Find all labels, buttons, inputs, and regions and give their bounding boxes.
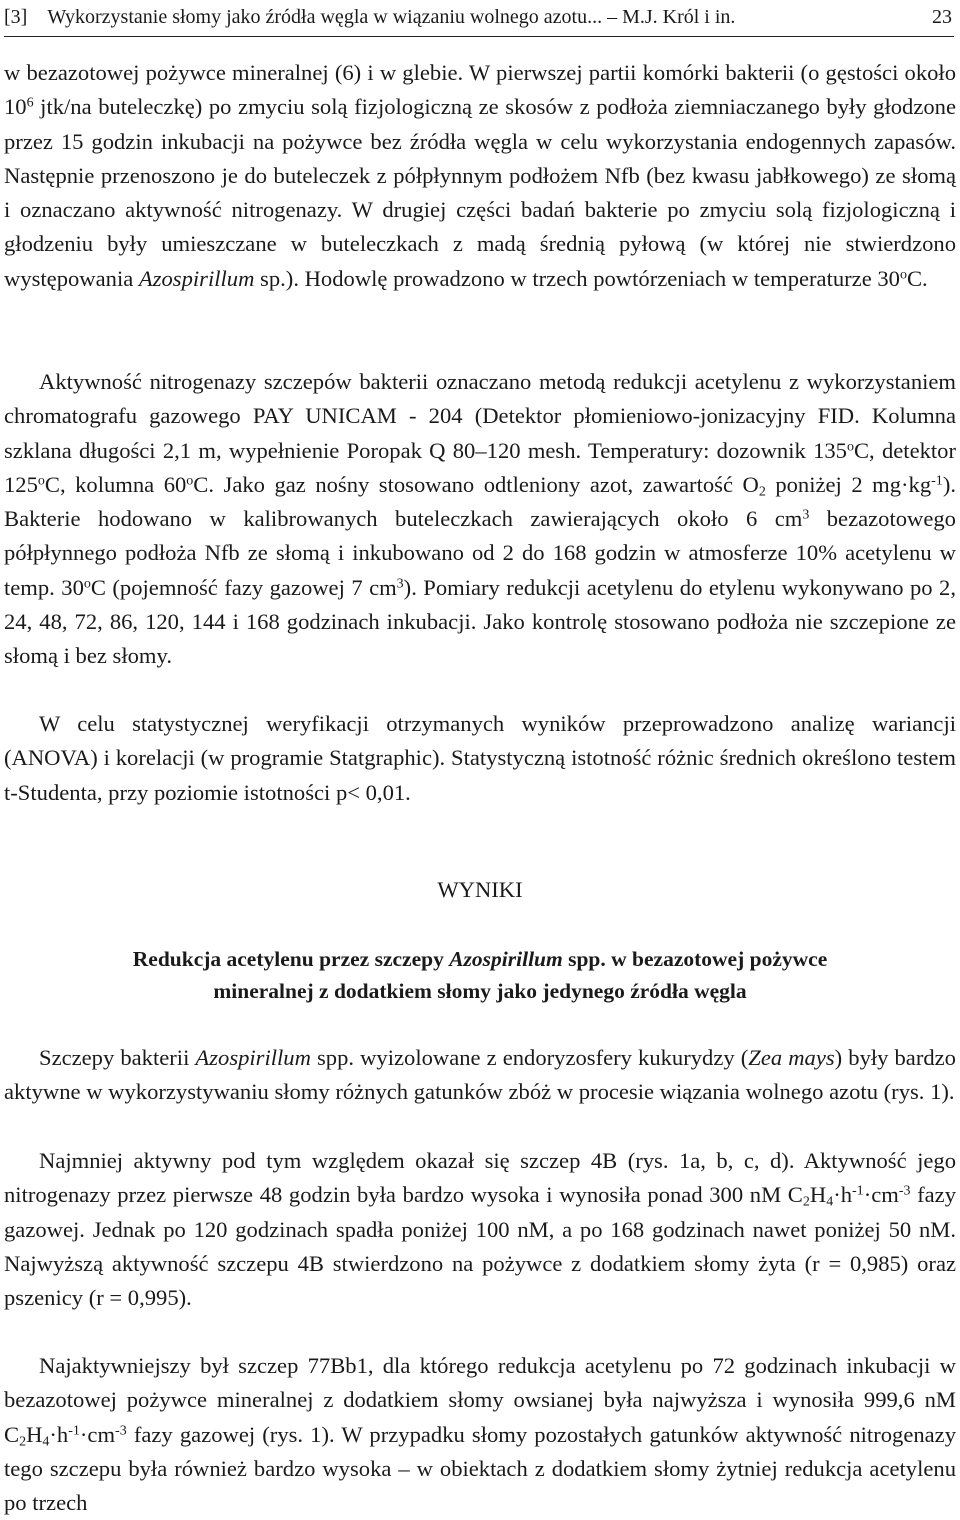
methods-paragraph-1: w bezazotowej pożywce mineralnej (6) i w glebie. W pierwszej partii komórki bakterii (o gęstości około $10^6$ jtk/na buteleczkę) po zmyciu solą fizjologiczną ze skosów z podłoża ziemniaczanego były głodzone przez 15 godzin inkubacji na pożywce bez źródła węgla w celu wykorzystania endogennych zapasów. Następnie przenoszono je do buteleczek z półpłynnym podłożem Nfb (bez kwasu jabłkowego) ze słomą i oznaczano aktywność nitrogenazy. W drugiej części badań bakterie po zmyciu solą fizjologiczną i głodzeniu były umieszczane w buteleczkach z madą średnią pyłową (w której nie stwierdzono występowania Azospirillum sp.). Hodowlę prowadzono w trzech powtórzeniach w temperaturze 30$^o$C. (4, 60, 956, 291)
results-paragraph-3: Najaktywniejszy był szczep 77Bb1, dla którego redukcja acetylenu po 72 godzinach inkubacji w bezazotowej pożywce mineralnej z dodatkiem słomy owsianej była najwyższa i wynosiła 999,6 nM $C_2H_4\cdot h^{-1}\cdot cm^{-3}$ fazy gazowej (rys. 1). W przypadku słomy pozostałych gatunków aktywność nitrogenazy tego szczepu była również bardzo wysoka – w obiektach z dodatkiem słomy żytniej redukcja acetylenu po trzech (4, 1353, 956, 1516)
reference-number: [3] (4, 6, 28, 28)
results-paragraph-2: Najmniej aktywny pod tym względem okazał się szczep 4B (rys. 1a, b, c, d). Aktywność jego nitrogenazy przez pierwsze 48 godzin była bardzo wysoka i wynosiła ponad 300 nM $C_2H_4\cdot h^{-1}\cdot cm^{-3}$ fazy gazowej. Jednak po 120 godzinach spadła poniżej 100 nM, a po 168 godzinach nawet poniżej 50 nM. Najwyższą aktywność szczepu 4B stwierdzono na pożywce z dodatkiem słomy żyta (r = 0,985) oraz pszenicy (r = 0,995). (4, 1148, 957, 1311)
page-number: 23 (932, 6, 952, 28)
running-title (4, 2, 735, 32)
article-title-short: Wykorzystanie słomy jako źródła węgla w wiązaniu wolnego azotu... – M.J. Król i in. (47, 6, 736, 28)
methods-paragraph-3: W celu statystycznej weryfikacji otrzymanych wyników przeprowadzono analizę wariancji (ANOVA) i korelacji (w programie Statgraphic). Statystyczną istotność różnic średnich określono testem t-Studenta, przy poziomie istotności p< 0,01. (4, 711, 956, 805)
section-heading: WYNIKI (437, 877, 523, 902)
header-rule (4, 36, 954, 37)
results-paragraph-1: Szczepy bakterii Azospirillum spp. wyizolowane z endoryzosfery kukurydzy (Zea mays) były bardzo aktywne w wykorzystywaniu słomy różnych gatunków zbóż w procesie wiązania wolnego azotu (rys. 1). (4, 1045, 956, 1105)
subsection-heading: Redukcja acetylenu przez szczepy Azospirillum spp. w bezazotowej pożywce mineralnej z dodatkiem słomy jako jedynego źródła węgla (132, 947, 828, 1003)
running-header (4, 2, 954, 32)
methods-paragraph-2: Aktywność nitrogenazy szczepów bakterii oznaczano metodą redukcji acetylenu z wykorzystaniem chromatografu gazowego PAY UNICAM - 204 (Detektor płomieniowo-jonizacyjny FID. Kolumna szklana długości 2,1 m, wypełnienie Poropak Q 80–120 mesh. Temperatury: dozownik 135$^o$C, detektor 125$^o$C, kolumna 60$^o$C. Jako gaz nośny stosowano odtleniony azot, zawartość $O_2$ poniżej 2 $mg\cdot kg^{-1}$). Bakterie hodowano w kalibrowanych buteleczkach zawierających około 6 $cm^3$ bezazotowego półpłynnego podłoża Nfb ze słomą i inkubowano od 2 do 168 godzin w atmosferze 10% acetylenu w temp. 30$^o$C (pojemność fazy gazowej 7 $cm^3$). Pomiary redukcji acetylenu do etylenu wykonywano po 2, 24, 48, 72, 86, 120, 144 i 168 godzinach inkubacji. Jako kontrolę stosowano podłoża nie szczepione ze słomą i bez słomy. (4, 369, 956, 669)
